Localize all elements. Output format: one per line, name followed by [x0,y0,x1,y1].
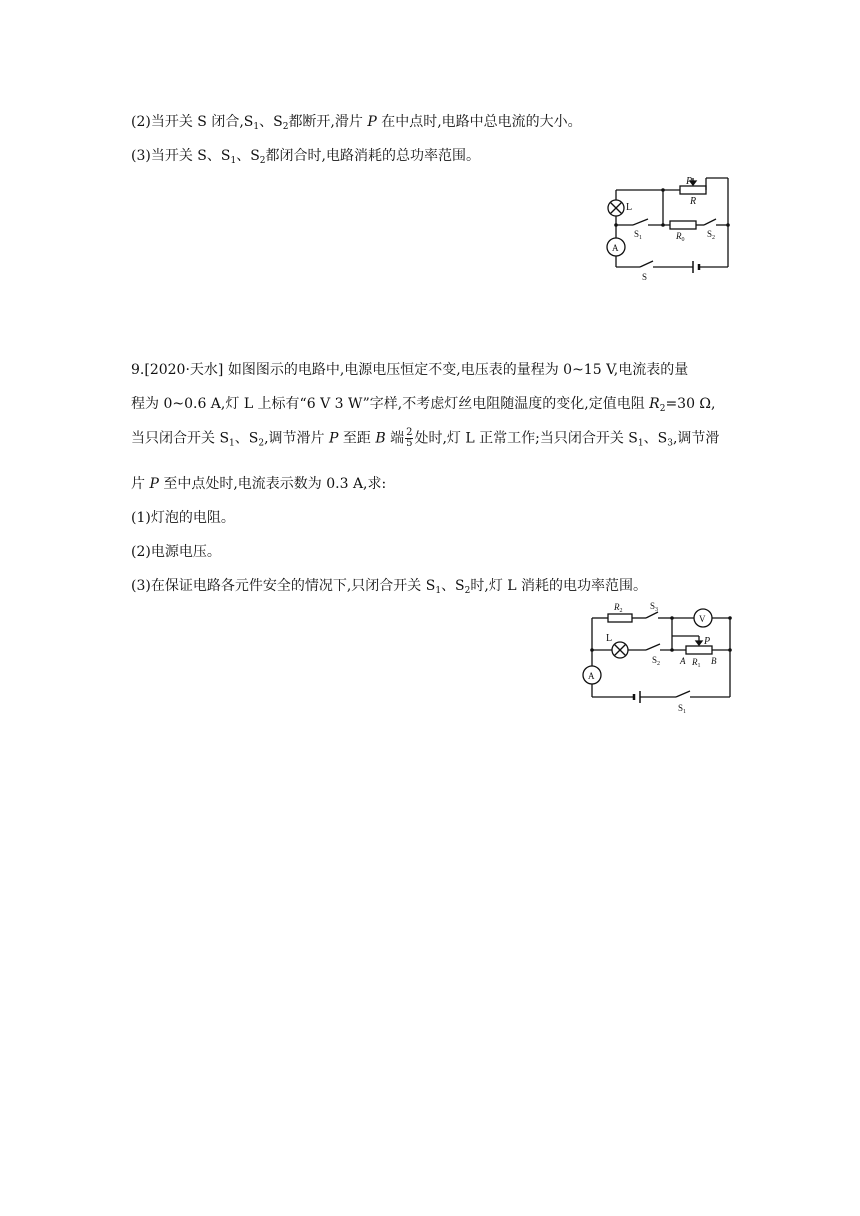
q8-part2: (2)当开关 S 闭合$,S_1$、$S_2$都断开,滑片 P 在中点时,电路中总电流的大小。 [131,114,582,132]
label-a: A [680,656,686,666]
q9-part3: (3)在保证电路各元件安全的情况下,只闭合开关 $S_1$、$S_2$时,灯 L 消耗的电功率范围。 [131,578,648,596]
label-s2: $S_2$ [707,229,716,241]
q9-part2: (2)电源电压。 [131,544,221,560]
label-p: P [686,176,693,187]
label-s2: $S_2$ [652,655,661,667]
q8-circuit-diagram [598,172,738,284]
q9-circuit-diagram [580,598,740,714]
label-l: L [606,633,613,644]
q9-source: [2020·天水] [144,362,224,378]
label-p: P [704,636,711,647]
label-s3: $S_3$ [650,601,659,613]
q9-line4: 片 P 至中点处时,电流表示数为 0.3 A,求: [131,476,387,492]
label-s1: $S_1$ [678,703,687,714]
q9-line2: 程为 0~0.6 A,灯 L 上标有“6 V 3 W”字样,不考虑灯丝电阻随温度的变化,定值电阻 $R_2=30$ Ω, [131,396,716,414]
label-r1: $R_1$ [692,657,701,669]
ammeter-label: A [588,671,595,681]
q9-line3: 当只闭合开关 $S_1$、$S_2$,调节滑片 P 至距 B 端 $\frac{2}{5}$ 处时,灯 L 正常工作;当只闭合开关 $S_1$、$S_3$,调节滑 [131,427,720,449]
label-r0: $R_0$ [676,231,685,243]
label-b: B [711,656,717,666]
label-s1: $S_1$ [634,229,643,241]
label-l: L [626,202,633,213]
q9-part1: (1)灯泡的电阻。 [131,510,235,526]
voltmeter-label: V [699,614,706,624]
q8-part3: (3)当开关 S、$S_1$、$S_2$都闭合时,电路消耗的总功率范围。 [131,148,480,166]
label-r: R [690,196,697,207]
fraction-two-fifths: $\frac{2}{5}$ [406,427,413,449]
label-r2: $R_2$ [614,602,623,614]
label-s: S [642,272,648,282]
ammeter-label: A [612,243,619,253]
q9-line1: 9.[2020·天水] 如图图示的电路中,电源电压恒定不变,电压表的量程为 0~15 V,电流表的量 [131,362,689,378]
